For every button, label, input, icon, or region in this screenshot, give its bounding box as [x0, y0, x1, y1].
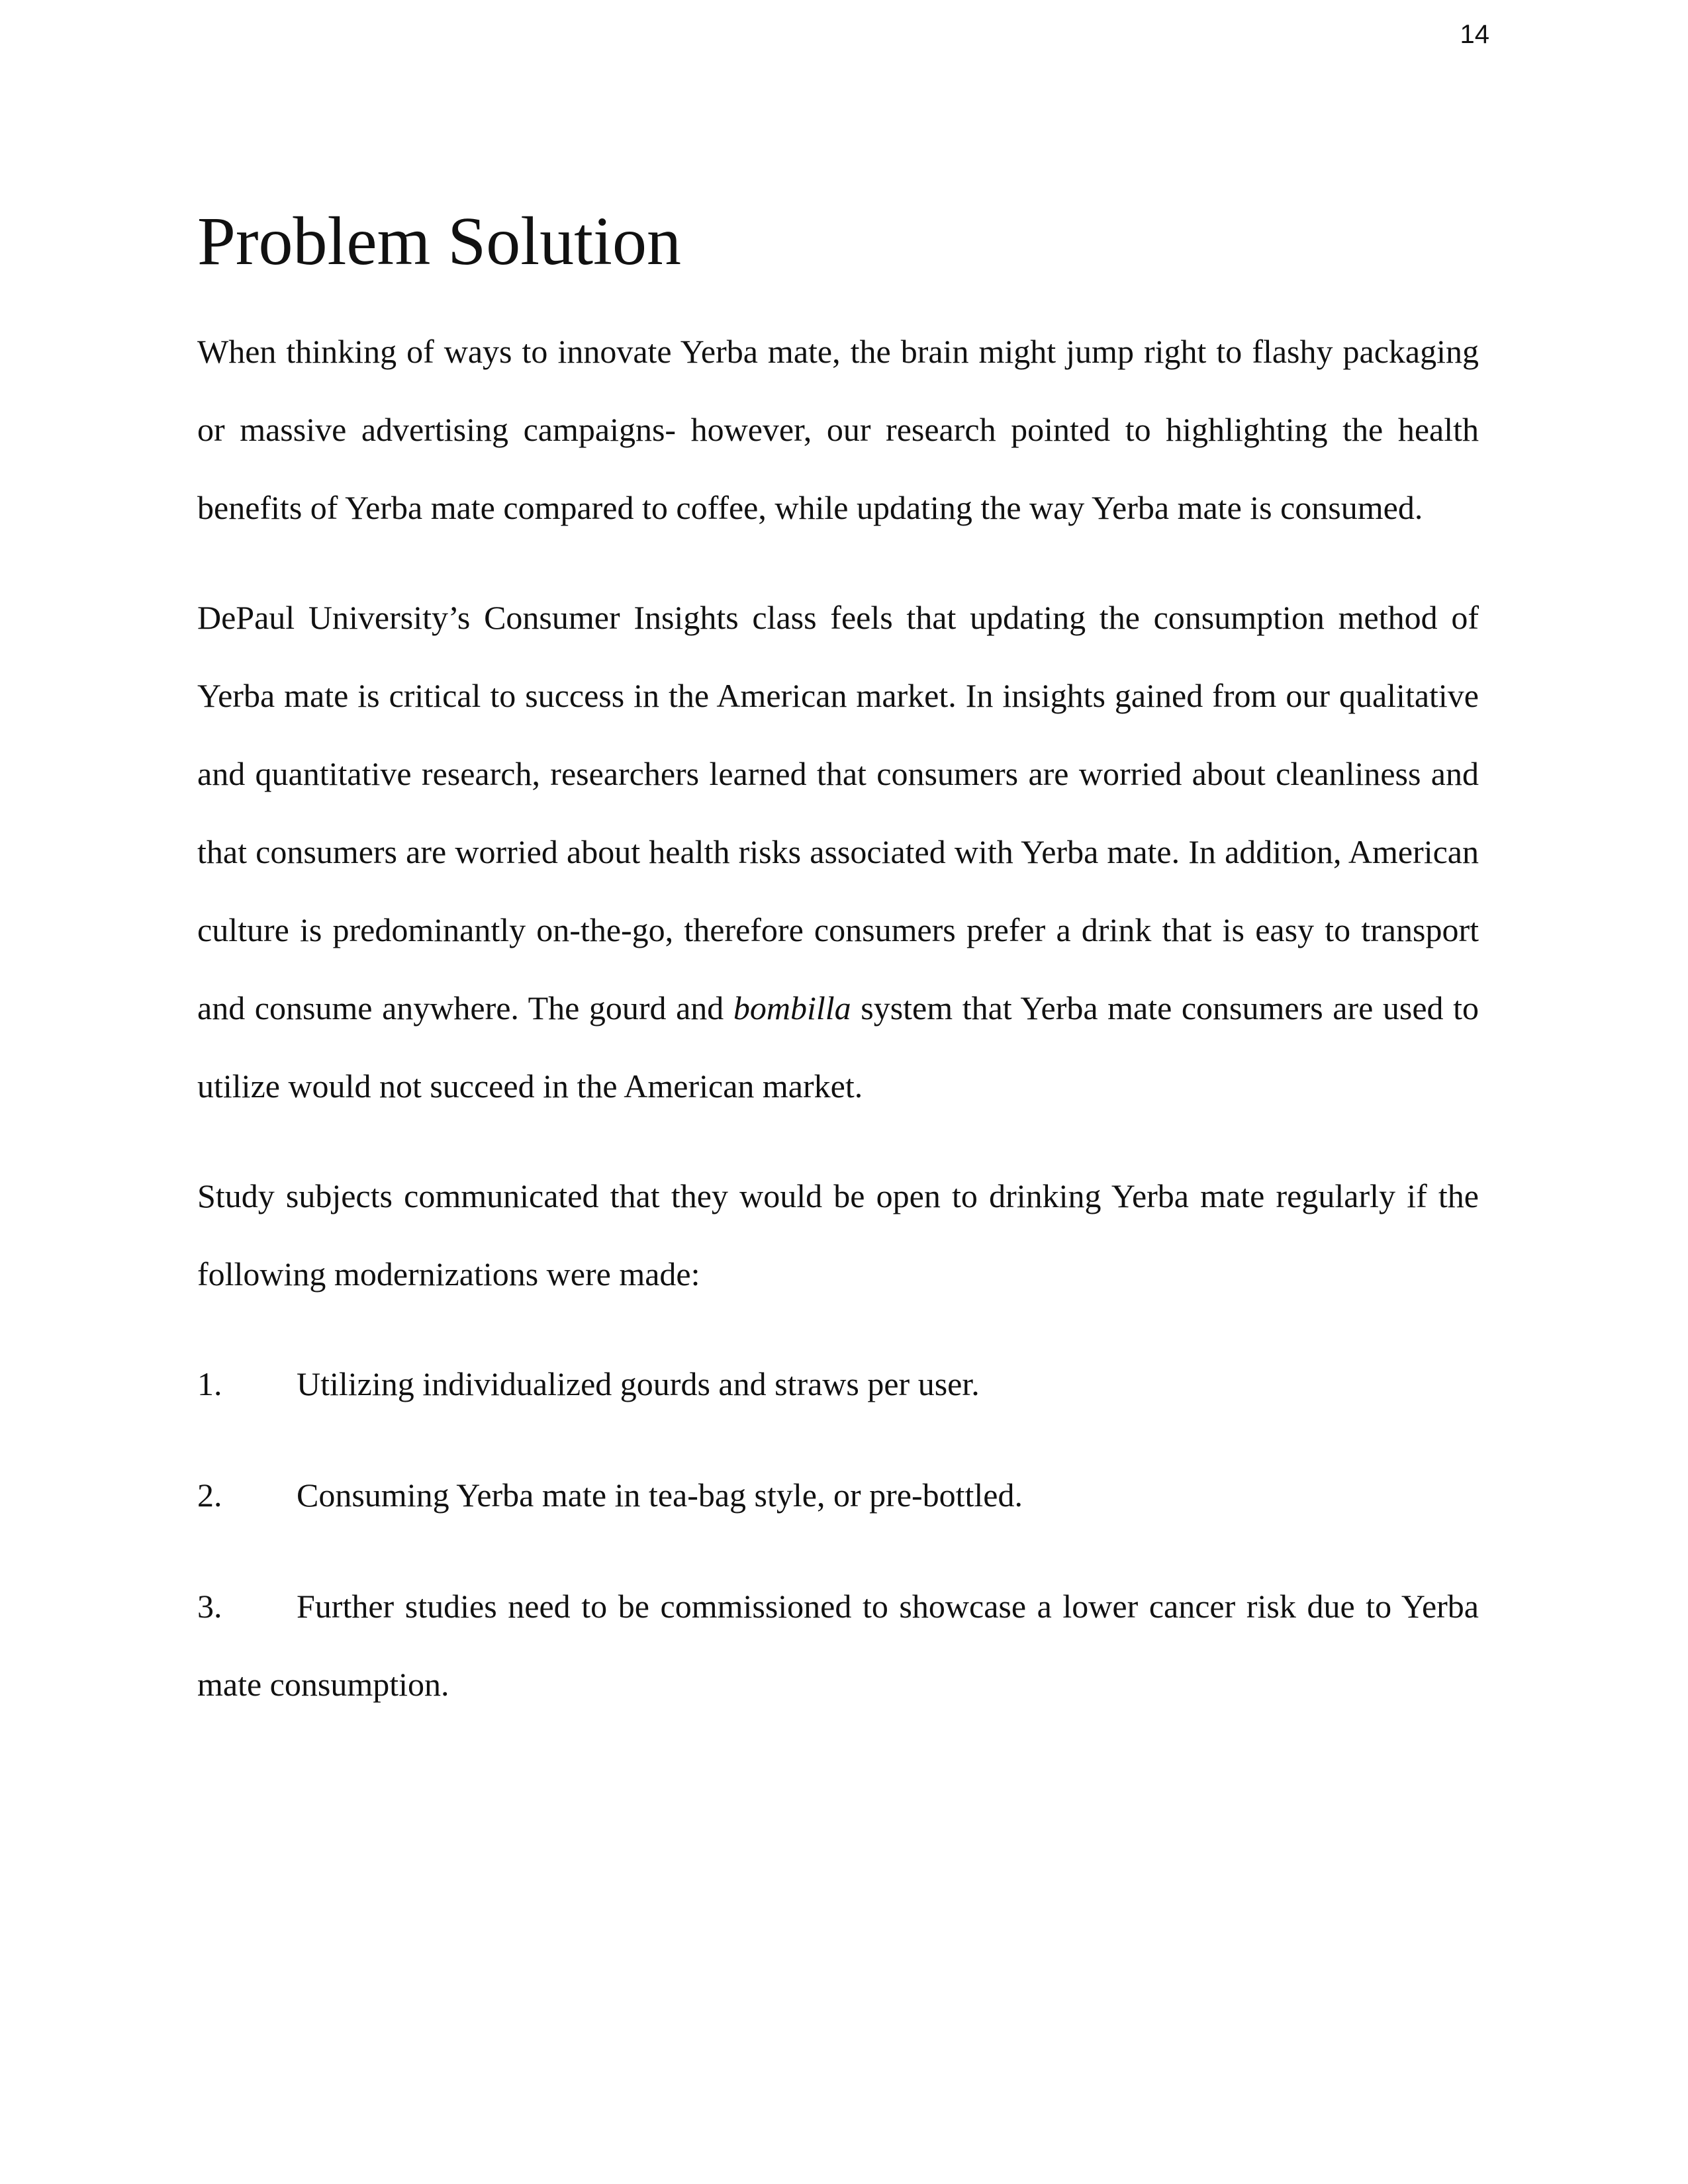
paragraph-text: DePaul University’s Consumer Insights class feels that updating the consumption method of Yerba mate is critical to success in the American market. In insights gained from our qualitative and quantitative research, researchers learned that consumers are worried about cleanliness and that consumers are worried about health risks associated with Yerba mate. In addition, American culture is predominantly on-the-go, therefore consumers prefer a drink that is easy to transport and consume anywhere. The gourd and [197, 599, 1479, 1026]
list-item [197, 1456, 1479, 1534]
list-text: Consuming Yerba mate in tea-bag style, or pre-bottled. [297, 1477, 1023, 1514]
paragraph-consumption-method [197, 578, 1479, 1125]
paragraph-study-subjects: Study subjects communicated that they would be open to drinking Yerba mate regularly if the following modernizations were made: [197, 1177, 1479, 1293]
italic-term-bombilla: bombilla [733, 989, 851, 1026]
section-heading: Problem Solution [197, 203, 681, 279]
list-text: Utilizing individualized gourds and straws per user. [297, 1365, 980, 1402]
list-number: 2. [197, 1477, 222, 1514]
list-item [197, 1345, 1479, 1423]
document-body [197, 199, 1479, 1723]
list-number: 1. [197, 1365, 222, 1402]
list-text: Further studies need to be commissioned to showcase a lower cancer risk due to Yerba mate consumption. [197, 1588, 1479, 1703]
page-number: 14 [1460, 20, 1489, 49]
list-number: 3. [197, 1588, 222, 1625]
paragraph-text: system that Yerba mate consumers are used to utilize would not succeed in the American market. [197, 989, 1479, 1105]
paragraph-intro: When thinking of ways to innovate Yerba mate, the brain might jump right to flashy packaging or massive advertising campaigns- however, our research pointed to highlighting the health benefits of Yerba mate compared to coffee, while updating the way Yerba mate is consumed. [197, 333, 1479, 526]
list-item [197, 1567, 1479, 1723]
